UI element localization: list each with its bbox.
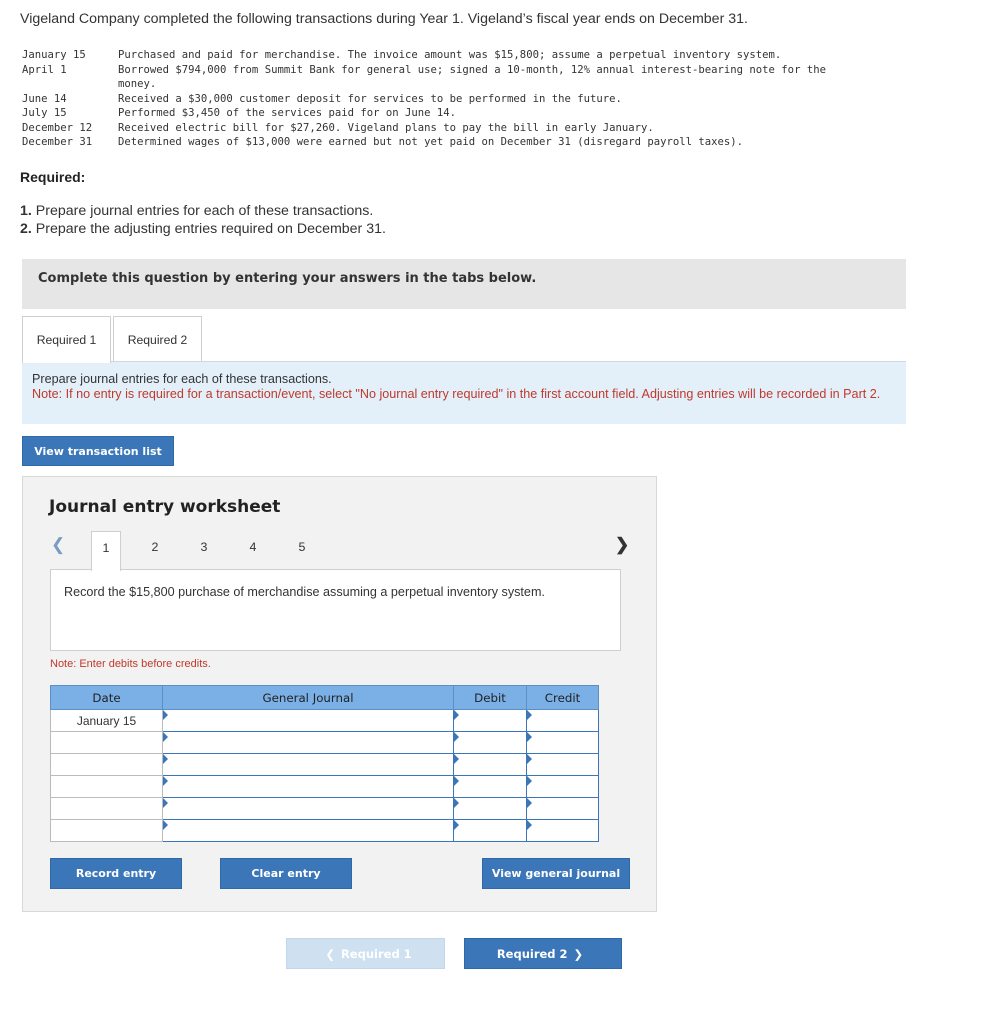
required-item (20, 220, 386, 238)
chevron-right-icon: ❯ (573, 946, 584, 961)
required-item-text: Prepare journal entries for each of these transactions. (31, 203, 374, 219)
account-field[interactable] (163, 710, 454, 732)
enter-debits-note: Note: Enter debits before credits. (50, 658, 211, 670)
column-header-date: Date (51, 686, 163, 710)
debit-field[interactable] (454, 820, 527, 842)
transaction-date: December 12 (22, 121, 93, 134)
chevron-left-icon: ❮ (325, 946, 335, 961)
required-list (20, 202, 386, 238)
debit-field[interactable] (454, 710, 527, 732)
worksheet-page-2[interactable]: 2 (151, 540, 159, 554)
debit-field[interactable] (454, 776, 527, 798)
transaction-description: Purchased and paid for merchandise. The invoice amount was $15,800; assume a perpetual inventory system. (118, 49, 782, 61)
required-item (20, 202, 386, 220)
credit-field[interactable] (527, 820, 599, 842)
transaction-row (22, 63, 902, 92)
view-transaction-list-button[interactable]: View transaction list (22, 436, 174, 466)
debit-field[interactable] (454, 798, 527, 820)
required-item-text: Prepare the adjusting entries required on December 31. (31, 221, 386, 237)
transaction-date: April 1 (22, 63, 67, 76)
transaction-date: June 14 (22, 92, 67, 105)
view-general-journal-button[interactable]: View general journal (482, 858, 630, 889)
worksheet-title: Journal entry worksheet (49, 497, 281, 517)
date-cell (51, 776, 163, 798)
required-item-number: 1. (20, 203, 32, 219)
table-row (51, 798, 599, 820)
transaction-row (22, 121, 902, 136)
instruction-box (22, 362, 906, 424)
tab-required-1[interactable]: Required 1 (22, 316, 111, 363)
prev-required-label: Required 1 (340, 946, 412, 961)
date-cell (51, 754, 163, 776)
complete-banner-text: Complete this question by entering your answers in the tabs below. (38, 271, 537, 286)
account-field[interactable] (163, 798, 454, 820)
transaction-row (22, 48, 902, 63)
debit-field[interactable] (454, 732, 527, 754)
transaction-description: Performed $3,450 of the services paid for on June 14. (118, 107, 457, 119)
date-cell (51, 732, 163, 754)
transaction-row (22, 92, 902, 107)
account-field[interactable] (163, 732, 454, 754)
transaction-description: Received a $30,000 customer deposit for services to be performed in the future. (118, 92, 622, 105)
table-row (51, 820, 599, 842)
journal-table (50, 685, 599, 842)
worksheet-page-3[interactable]: 3 (200, 540, 208, 554)
date-cell (51, 798, 163, 820)
required-item-number: 2. (20, 221, 32, 237)
transaction-list (22, 48, 902, 150)
credit-field[interactable] (527, 710, 599, 732)
worksheet-page-4[interactable]: 4 (249, 540, 257, 554)
required-heading: Required: (20, 169, 86, 185)
record-entry-button[interactable]: Record entry (50, 858, 182, 889)
transaction-row (22, 135, 902, 150)
debit-field[interactable] (454, 754, 527, 776)
credit-field[interactable] (527, 798, 599, 820)
chevron-right-icon[interactable]: ❯ (615, 535, 630, 554)
clear-entry-button[interactable]: Clear entry (220, 858, 352, 889)
next-required-button[interactable] (464, 938, 622, 969)
transaction-description-line: Borrowed $794,000 from Summit Bank for general use; signed a 10-month, 12% annual interest-bearing note for the (118, 63, 826, 76)
chevron-left-icon[interactable]: ❮ (51, 535, 66, 554)
credit-field[interactable] (527, 776, 599, 798)
complete-banner (22, 259, 906, 309)
transaction-date: December 31 (22, 136, 93, 148)
instruction-note: Note: If no entry is required for a transaction/event, select "No journal entry required" in the first account field. Adjusting entries will be recorded in Part 2. (32, 386, 881, 401)
prev-required-button[interactable] (286, 938, 445, 969)
transaction-date: January 15 (22, 49, 86, 61)
worksheet-page-1[interactable]: 1 (91, 531, 121, 571)
column-header-debit: Debit (454, 686, 527, 710)
table-row (51, 732, 599, 754)
table-row (51, 754, 599, 776)
table-row (51, 776, 599, 798)
table-row (51, 710, 599, 732)
column-header-credit: Credit (527, 686, 599, 710)
date-cell: January 15 (51, 710, 163, 732)
transaction-date: July 15 (22, 107, 67, 119)
account-field[interactable] (163, 820, 454, 842)
worksheet-page-5[interactable]: 5 (298, 540, 306, 554)
transaction-description (118, 63, 902, 92)
account-field[interactable] (163, 776, 454, 798)
entry-description: Record the $15,800 purchase of merchandise assuming a perpetual inventory system. (50, 569, 621, 651)
transaction-description-line: money. (118, 78, 157, 90)
credit-field[interactable] (527, 754, 599, 776)
next-required-label: Required 2 (496, 946, 568, 961)
tab-required-2[interactable]: Required 2 (113, 316, 202, 362)
account-field[interactable] (163, 754, 454, 776)
transaction-description: Determined wages of $13,000 were earned but not yet paid on December 31 (disregard payroll taxes). (118, 136, 744, 148)
date-cell (51, 820, 163, 842)
journal-entry-worksheet (22, 476, 657, 912)
transaction-description: Received electric bill for $27,260. Vigeland plans to pay the bill in early January. (118, 121, 654, 134)
instruction-text: Prepare journal entries for each of these transactions. (32, 372, 332, 386)
credit-field[interactable] (527, 732, 599, 754)
column-header-general-journal: General Journal (163, 686, 454, 710)
problem-intro: Vigeland Company completed the following transactions during Year 1. Vigeland’s fiscal year ends on December 31. (20, 11, 748, 27)
transaction-row (22, 106, 902, 121)
